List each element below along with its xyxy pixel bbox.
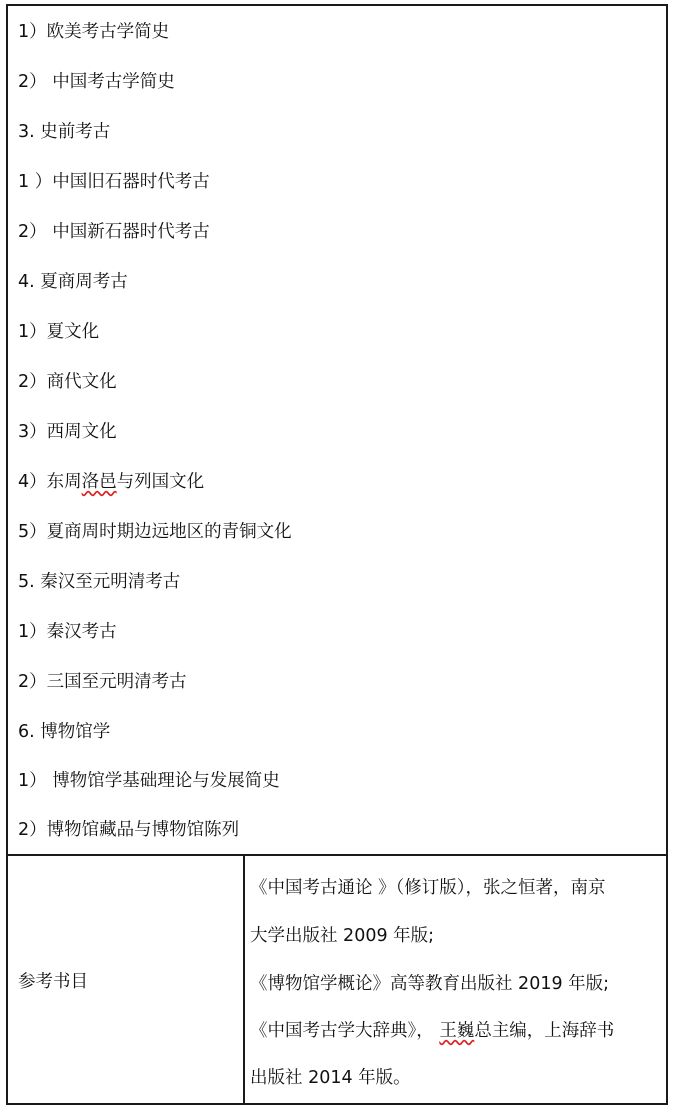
outline-section-heading: 3. 史前考古 <box>18 122 111 142</box>
outline-item <box>18 470 204 494</box>
reference-text: 《中国考古学大辞典》， <box>250 1021 440 1041</box>
spellcheck-marked-text: 王巍 <box>439 1021 475 1041</box>
outline-section-heading: 6. 博物馆学 <box>18 722 111 742</box>
outline-item: 5）夏商周时期边远地区的青铜文化 <box>18 522 292 542</box>
reference-text: 总主编，上海辞书 <box>474 1021 615 1041</box>
reference-line: 《中国考古通论 》（修订版），张之恒著，南京 <box>250 878 606 898</box>
outline-item: 1）夏文化 <box>18 322 100 342</box>
table-column-divider <box>243 855 245 1105</box>
outline-item-text: 4）东周 <box>18 472 82 492</box>
spellcheck-marked-text: 洛邑 <box>81 472 117 492</box>
reference-line: 出版社 2014 年版。 <box>250 1068 411 1088</box>
outline-item: 2）三国至元明清考古 <box>18 672 187 692</box>
outline-item: 1） 博物馆学基础理论与发展简史 <box>18 771 280 791</box>
reference-line <box>250 1019 614 1043</box>
outline-section-heading: 5. 秦汉至元明清考古 <box>18 572 181 592</box>
reference-line: 大学出版社 2009 年版; <box>250 926 435 946</box>
reference-line: 《博物馆学概论》高等教育出版社 2019 年版; <box>250 974 610 994</box>
outline-section-heading: 4. 夏商周考古 <box>18 272 128 292</box>
outline-item: 1）欧美考古学简史 <box>18 22 170 42</box>
outline-item: 2）商代文化 <box>18 372 117 392</box>
outline-item: 2） 中国考古学简史 <box>18 72 175 92</box>
references-label: 参考书目 <box>18 972 88 992</box>
outline-item: 3）西周文化 <box>18 422 117 442</box>
outline-item: 1 ）中国旧石器时代考古 <box>18 172 210 192</box>
outline-item: 1）秦汉考古 <box>18 622 117 642</box>
table-row-divider <box>6 854 668 856</box>
outline-item: 2）博物馆藏品与博物馆陈列 <box>18 820 240 840</box>
outline-item-text: 与列国文化 <box>116 472 205 492</box>
outline-item: 2） 中国新石器时代考古 <box>18 222 210 242</box>
